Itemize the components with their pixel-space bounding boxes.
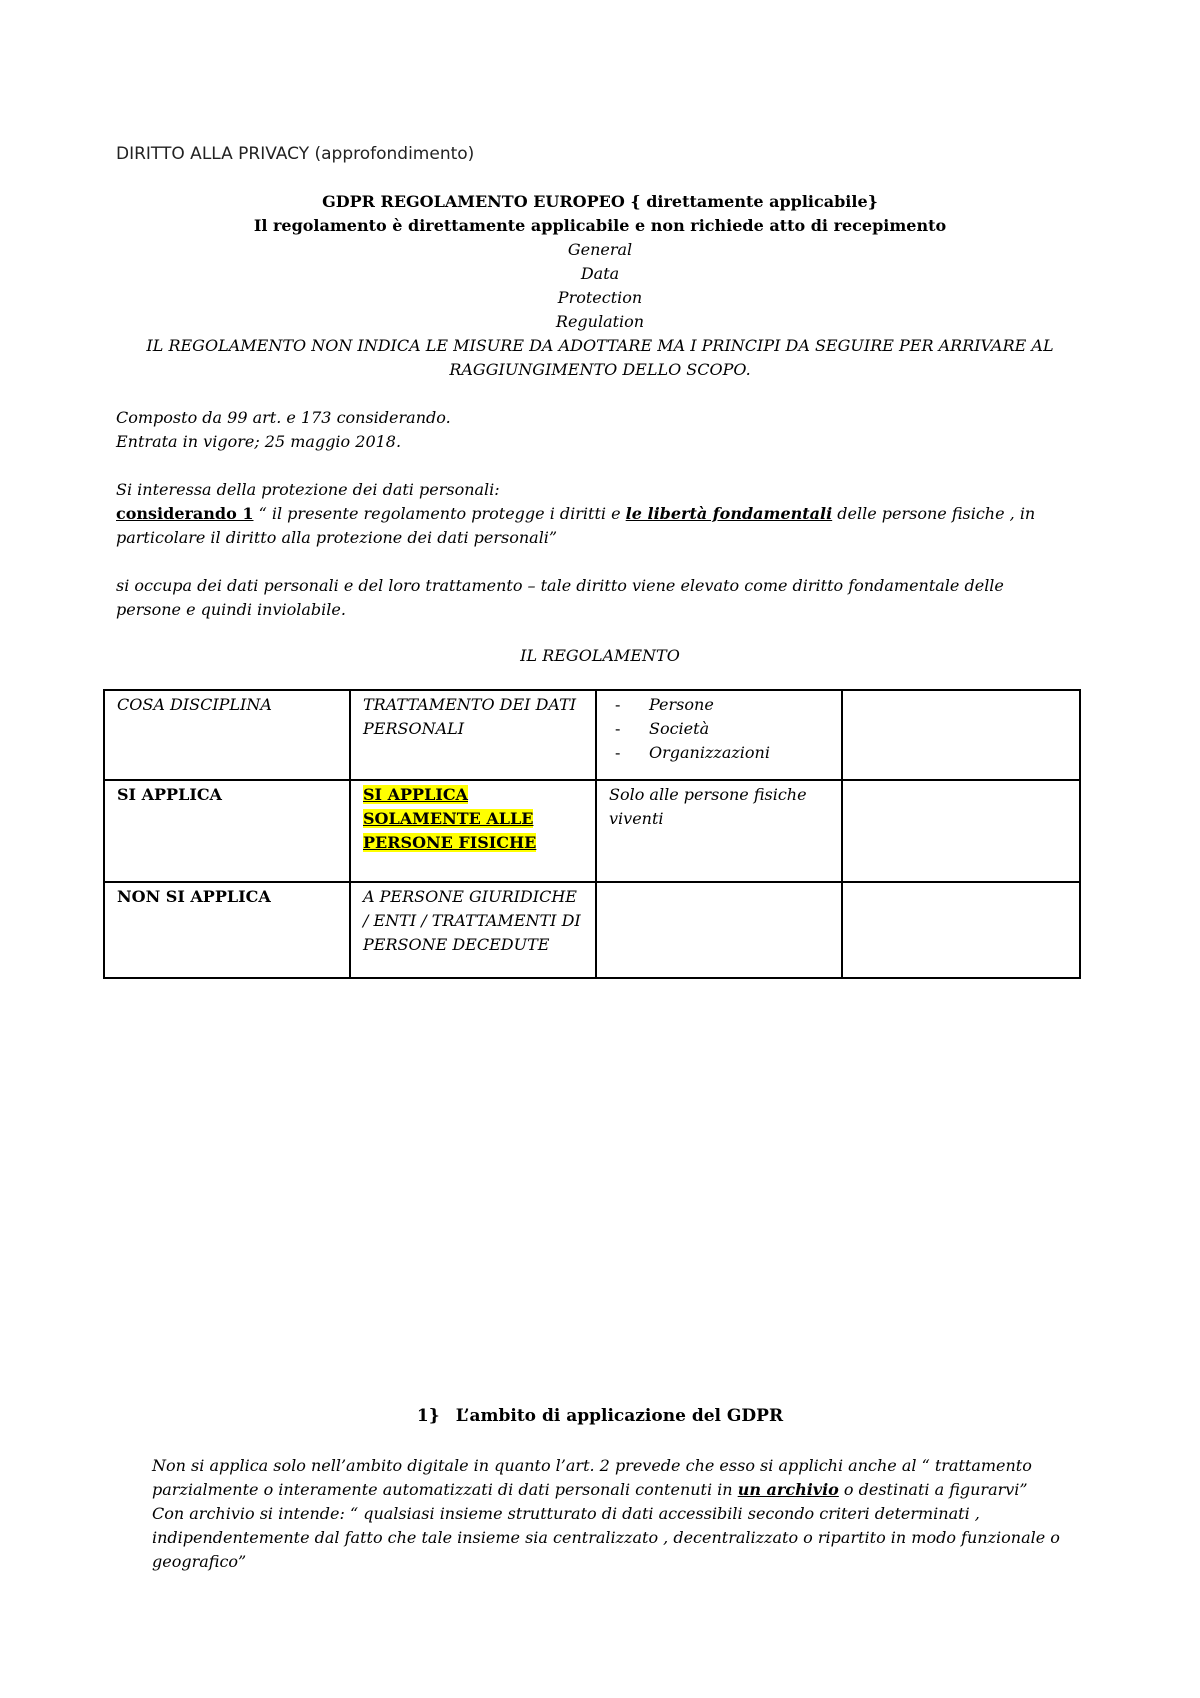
table-cell-empty: [842, 780, 1080, 882]
section-number: 1}: [416, 1406, 440, 1426]
table-row: [104, 780, 1080, 882]
table-cell-note: Solo alle persone fisiche viventi: [596, 780, 842, 882]
header-line-1: GDPR REGOLAMENTO EUROPEO { direttamente applicabile}: [322, 192, 878, 211]
highlight-line-1: SI APPLICA: [363, 785, 468, 804]
scope-line-2: persone e quindi inviolabile.: [116, 600, 346, 619]
table-row: [104, 882, 1080, 978]
header-note-line-2: RAGGIUNGIMENTO DELLO SCOPO.: [449, 360, 751, 379]
section-p1-line-2: [152, 1478, 1092, 1502]
table-cell-value: A PERSONE GIURIDICHE / ENTI / TRATTAMENTI DI PERSONE DECEDUTE: [350, 882, 596, 978]
interest-intro: Si interessa della protezione dei dati personali:: [116, 480, 500, 499]
acronym-data: Data: [580, 264, 620, 283]
interest-paragraph: [116, 478, 1076, 550]
archive-emphasis: un archivio: [737, 1480, 839, 1499]
section-p1-line-2a: parzialmente o interamente automatizzati di dati personali contenuti in: [152, 1480, 738, 1499]
table-cell-label: NON SI APPLICA: [104, 882, 350, 978]
acronym-regulation: Regulation: [555, 312, 645, 331]
table-cell-empty: [596, 882, 842, 978]
list-item: - Persone: [609, 693, 831, 717]
section-title: L’ambito di applicazione del GDPR: [455, 1406, 784, 1426]
considerando-line: [116, 502, 1076, 526]
table-cell-label: SI APPLICA: [104, 780, 350, 882]
quote-line-2: particolare il diritto alla protezione dei dati personali”: [116, 528, 558, 547]
section-p1-line-1: Non si applica solo nell’ambito digitale in quanto l’art. 2 prevede che esso si applichi anche al “ trattamento: [152, 1456, 1032, 1475]
list-item: - Organizzazioni: [609, 741, 831, 765]
document-title: DIRITTO ALLA PRIVACY (approfondimento): [116, 144, 475, 164]
gdpr-header: [100, 190, 1100, 382]
header-note-line-1: IL REGOLAMENTO NON INDICA LE MISURE DA ADOTTARE MA I PRINCIPI DA SEGUIRE PER ARRIVARE AL: [146, 336, 1054, 355]
considerando-label: considerando 1: [116, 504, 254, 523]
list-item: - Società: [609, 717, 831, 741]
acronym-protection: Protection: [557, 288, 643, 307]
subject-list: [609, 693, 831, 765]
table-cell-label: COSA DISCIPLINA: [104, 690, 350, 780]
table-cell-empty: [842, 690, 1080, 780]
section-p2-line-1: Con archivio si intende: “ qualsiasi insieme strutturato di dati accessibili secondo criteri determinati ,: [152, 1504, 980, 1523]
composition-paragraph: [116, 406, 1076, 454]
section-1-body: [152, 1454, 1092, 1574]
quote-part-1: “ il presente regolamento protegge i diritti e: [253, 504, 626, 523]
highlight-line-2: SOLAMENTE ALLE: [363, 809, 534, 828]
composition-line-2: Entrata in vigore; 25 maggio 2018.: [116, 432, 402, 451]
section-p2-line-2: indipendentemente dal fatto che tale insieme sia centralizzato , decentralizzato o ripartito in modo funzionale o: [152, 1528, 1060, 1547]
quote-part-2: delle persone fisiche , in: [832, 504, 1036, 523]
table-cell-list: [596, 690, 842, 780]
scope-line-1: si occupa dei dati personali e del loro trattamento – tale diritto viene elevato come diritto fondamentale delle: [116, 576, 1004, 595]
quote-emphasis: le libertà fondamentali: [625, 504, 833, 523]
section-p2-line-3: geografico”: [152, 1552, 247, 1571]
table-title: IL REGOLAMENTO: [520, 646, 680, 665]
section-1-heading: [100, 1406, 1100, 1426]
table-cell-highlighted: [350, 780, 596, 882]
acronym-general: General: [567, 240, 633, 259]
scope-paragraph: [116, 574, 1076, 622]
section-p1-line-2b: o destinati a figurarvi”: [838, 1480, 1028, 1499]
highlight-line-3: PERSONE FISICHE: [363, 833, 537, 852]
table-row: [104, 690, 1080, 780]
table-cell-empty: [842, 882, 1080, 978]
composition-line-1: Composto da 99 art. e 173 considerando.: [116, 408, 451, 427]
regulation-table: [103, 689, 1081, 979]
table-cell-value: TRATTAMENTO DEI DATI PERSONALI: [350, 690, 596, 780]
header-line-2: Il regolamento è direttamente applicabile e non richiede atto di recepimento: [253, 216, 947, 235]
